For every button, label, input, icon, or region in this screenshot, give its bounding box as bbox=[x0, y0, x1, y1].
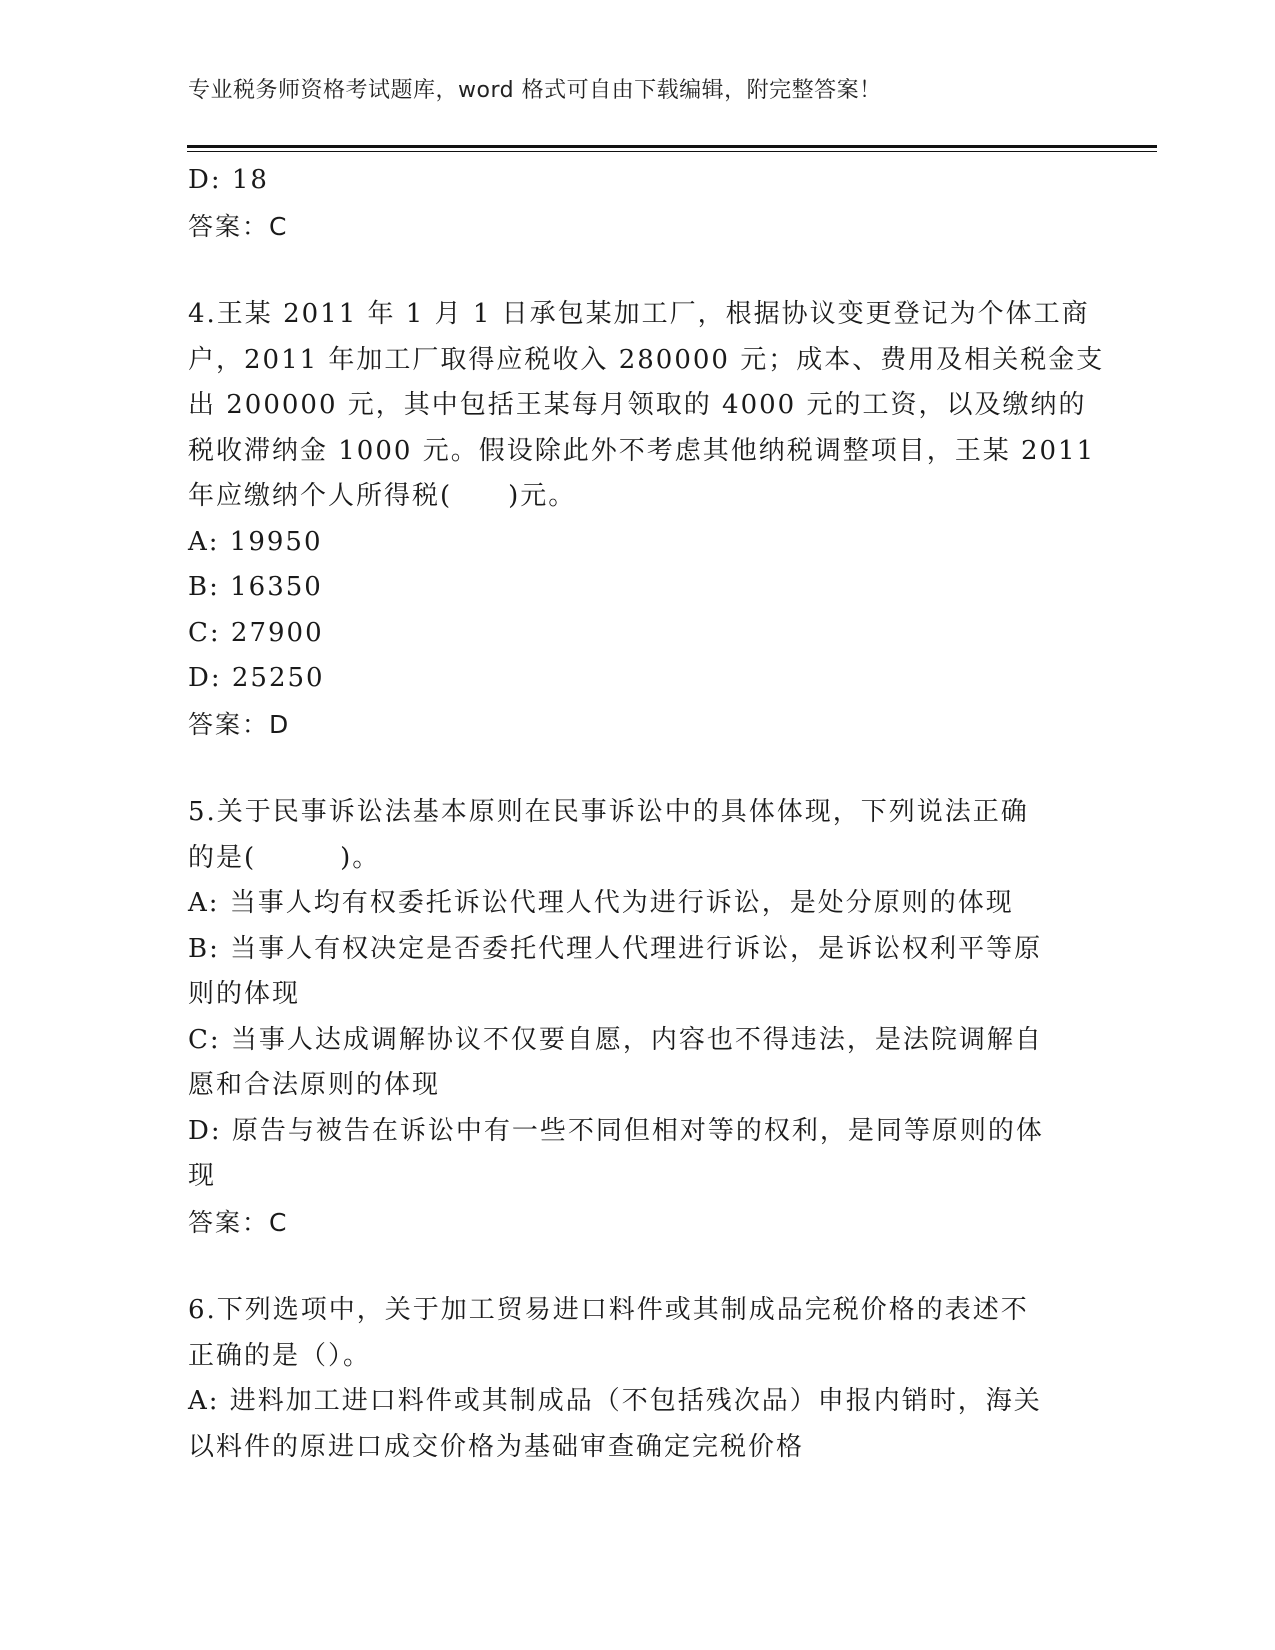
q4-stem-line: 4.王某 2011 年 1 月 1 日承包某加工厂，根据协议变更登记为个体工商 bbox=[188, 299, 1090, 329]
q5-stem-line: 的是( )。 bbox=[188, 842, 381, 873]
q6-stem-line: 正确的是（）。 bbox=[188, 1340, 372, 1371]
q5-option-d-cont: 现 bbox=[188, 1161, 217, 1191]
q4-option-c: C: 27900 bbox=[188, 617, 324, 648]
q6-option-a: A: 进料加工进口料件或其制成品（不包括残次品）申报内销时，海关 bbox=[188, 1386, 1042, 1416]
q4-option-a: A: 19950 bbox=[188, 526, 323, 557]
q5-option-a: A: 当事人均有权委托诉讼代理人代为进行诉讼，是处分原则的体现 bbox=[188, 888, 1014, 918]
q4-option-d: D: 25250 bbox=[188, 663, 325, 693]
header-rule-thin bbox=[187, 151, 1157, 152]
document-body bbox=[188, 158, 1105, 1470]
q5-answer: 答案：C bbox=[188, 1207, 289, 1237]
q6-option-a-cont: 以料件的原进口成交价格为基础审查确定完税价格 bbox=[188, 1431, 805, 1462]
q6-stem-line: 6.下列选项中，关于加工贸易进口料件或其制成品完税价格的表述不 bbox=[188, 1295, 1029, 1325]
q5-option-c-cont: 愿和合法原则的体现 bbox=[188, 1070, 441, 1100]
q4-option-b: B: 16350 bbox=[188, 572, 323, 602]
spacer bbox=[188, 249, 1088, 292]
q5-option-d: D: 原告与被告在诉讼中有一些不同但相对等的权利，是同等原则的体 bbox=[188, 1115, 1044, 1146]
q3-option-d: D: 18 bbox=[188, 165, 269, 195]
spacer bbox=[188, 747, 1088, 790]
q3-answer: 答案：C bbox=[188, 211, 289, 241]
q4-stem-line: 税收滞纳金 1000 元。假设除此外不考虑其他纳税调整项目，王某 2011 bbox=[188, 435, 1096, 466]
q5-option-b-cont: 则的体现 bbox=[188, 979, 301, 1009]
q5-option-c: C: 当事人达成调解协议不仅要自愿，内容也不得违法，是法院调解自 bbox=[188, 1024, 1043, 1055]
header-rule-thick bbox=[187, 145, 1157, 148]
q5-stem-line: 5.关于民事诉讼法基本原则在民事诉讼中的具体体现，下列说法正确 bbox=[188, 797, 1029, 827]
q5-option-b: B: 当事人有权决定是否委托代理人代理进行诉讼，是诉讼权利平等原 bbox=[188, 933, 1043, 964]
page-header: 专业税务师资格考试题库，word 格式可自由下载编辑，附完整答案！ bbox=[188, 78, 882, 103]
q4-stem-line: 户，2011 年加工厂取得应税收入 280000 元；成本、费用及相关税金支 bbox=[188, 344, 1105, 375]
spacer bbox=[188, 1245, 1088, 1288]
q4-answer: 答案：D bbox=[188, 709, 291, 739]
q4-stem-line: 出 200000 元，其中包括王某每月领取的 4000 元的工资，以及缴纳的 bbox=[188, 390, 1087, 420]
q4-stem-line: 年应缴纳个人所得税( )元。 bbox=[188, 481, 577, 511]
